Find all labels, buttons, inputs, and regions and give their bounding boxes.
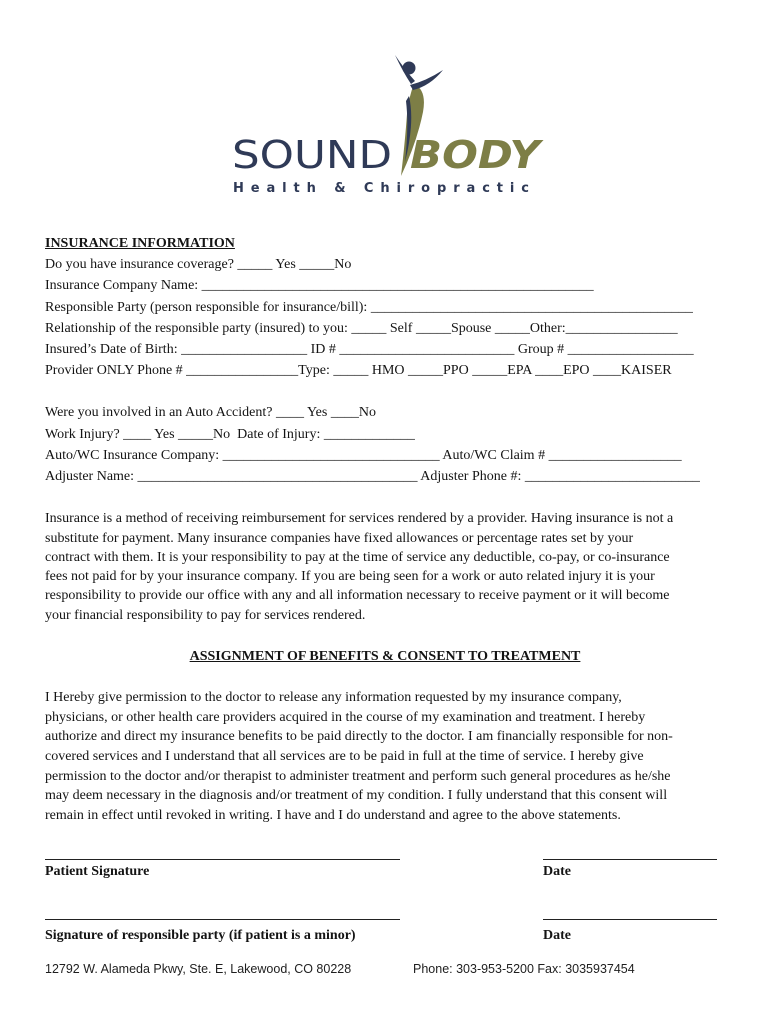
patient-signature-label: Patient Signature: [45, 864, 150, 879]
patient-signature-line: [45, 859, 400, 860]
logo-tagline: Health & Chiropractic: [233, 181, 529, 196]
notice-line: responsibility to provide our office with any and all information necessary to receive payment or it will become: [45, 588, 670, 604]
patient-date-label: Date: [543, 864, 571, 879]
assignment-line: physicians, or other health care providers acquired in the course of my examination and treatment. I hereby: [45, 709, 646, 725]
assignment-line: remain in effect until revoked in writing. I have and I do understand and agree to the above statements.: [45, 807, 621, 823]
responsible-signature-label: Signature of responsible party (if patient is a minor): [45, 928, 356, 943]
footer-address: 12792 W. Alameda Pkwy, Ste. E, Lakewood, CO 80228: [45, 962, 352, 976]
notice-line: Insurance is a method of receiving reimbursement for services rendered by a provider. Having insurance is not a: [45, 511, 674, 527]
assignment-line: authorize and direct my insurance benefits to be paid directly to the doctor. I am financially responsible for non-: [45, 729, 673, 745]
logo-word-sound: SOUND: [232, 133, 392, 177]
notice-line: your financial responsibility to pay for services rendered.: [45, 607, 366, 623]
adjuster-field: Adjuster Name: ________________________________________ Adjuster Phone #: _________________________: [45, 469, 700, 485]
auto-injury-section: [45, 402, 700, 487]
notice-line: substitute for payment. Many insurance companies have fixed allowances or percentage rates set by your: [45, 530, 634, 546]
assignment-line: may deem necessary in the diagnosis and/or treatment of my condition. I fully understand that this consent will: [45, 788, 668, 804]
auto-accident-question: Were you involved in an Auto Accident? ____ Yes ____No: [45, 405, 376, 421]
sound-body-logo: [0, 0, 770, 210]
assignment-paragraph: [45, 688, 673, 825]
assignment-heading: ASSIGNMENT OF BENEFITS & CONSENT TO TREATMENT: [189, 649, 581, 664]
insurance-information-heading: INSURANCE INFORMATION: [45, 236, 235, 251]
notice-line: contract with them. It is your responsibility to pay at the time of service any deductible, co-pay, or co-insurance: [45, 549, 670, 565]
insurance-information-section: [45, 233, 694, 381]
assignment-line: permission to the doctor and/or therapist to administer treatment and perform such general procedures as he/she: [45, 768, 671, 784]
patient-date-line: [543, 859, 717, 860]
responsible-date-label: Date: [543, 928, 571, 943]
footer-contact: Phone: 303-953-5200 Fax: 3035937454: [413, 962, 635, 976]
insured-dob-id-group-field: Insured’s Date of Birth: __________________ ID # _________________________ Group # __________________: [45, 341, 694, 357]
provider-phone-type-field: Provider ONLY Phone # ________________Type: _____ HMO _____PPO _____EPA ____EPO ____KAISER: [45, 363, 672, 379]
insurance-coverage-question: Do you have insurance coverage? _____ Yes _____No: [45, 257, 352, 273]
relationship-field: Relationship of the responsible party (insured) to you: _____ Self _____Spouse _____Other:________________: [45, 320, 678, 336]
assignment-line: I Hereby give permission to the doctor to release any information requested by my insurance company,: [45, 690, 622, 706]
responsible-signature-line: [45, 919, 400, 920]
responsible-party-field: Responsible Party (person responsible for insurance/bill): ______________________________________________: [45, 299, 693, 315]
logo-word-body: BODY: [410, 133, 544, 177]
auto-wc-insurance-field: Auto/WC Insurance Company: _______________________________ Auto/WC Claim # ___________________: [45, 447, 682, 463]
responsible-date-line: [543, 919, 717, 920]
insurance-notice-paragraph: [45, 509, 673, 625]
assignment-line: covered services and I understand that all services are to be paid in full at the time of service. I hereby give: [45, 748, 644, 764]
insurance-company-field: Insurance Company Name: ________________________________________________________: [45, 278, 594, 294]
notice-line: fees not paid for by your insurance company. If you are being seen for a work or auto related injury it is your: [45, 569, 655, 585]
work-injury-field: Work Injury? ____ Yes _____No Date of Injury: _____________: [45, 426, 415, 442]
